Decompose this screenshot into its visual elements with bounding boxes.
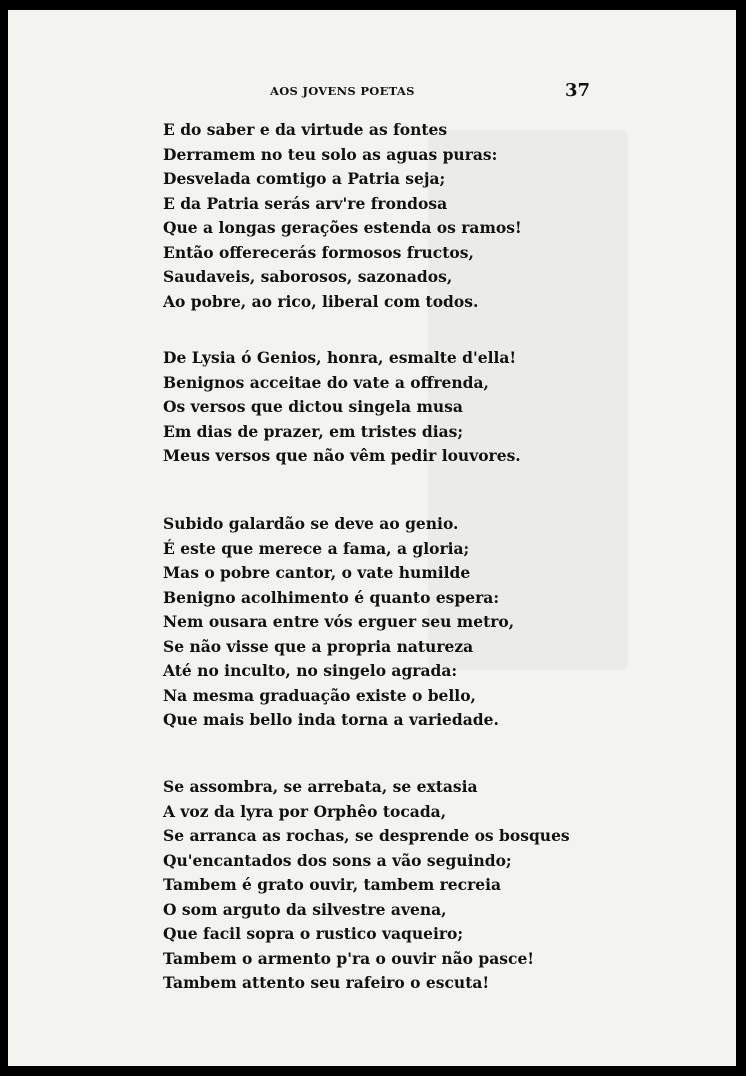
verse-line: Derramem no teu solo as aguas puras: <box>163 144 498 164</box>
verse-line: Que a longas gerações estenda os ramos! <box>163 218 522 237</box>
verse-line: Ao pobre, ao rico, liberal com todos. <box>163 291 479 311</box>
verse-line: De Lysia ó Genios, honra, esmalte d'ella! <box>163 348 517 367</box>
verse-line: Que facil sopra o rustico vaqueiro; <box>163 924 464 943</box>
verse-line: Meus versos que não vêm pedir louvores. <box>163 446 521 465</box>
stanza-4 <box>163 775 583 996</box>
verse-line: Tambem o armento p'ra o ouvir não pasce! <box>163 948 535 968</box>
verse-line: Mas o pobre cantor, o vate humilde <box>163 563 471 582</box>
verse-line: Então offerecerás formosos fructos, <box>163 242 474 262</box>
verse-line: O som arguto da silvestre avena, <box>163 899 447 919</box>
verse-line: Se arranca as rochas, se desprende os bosques <box>163 826 570 845</box>
verse-line: Os versos que dictou singela musa <box>163 397 463 416</box>
verse-line: E do saber e da virtude as fontes <box>163 120 448 139</box>
verse-line: Tambem é grato ouvir, tambem recreia <box>163 875 502 894</box>
running-title: AOS JOVENS POETAS <box>270 84 415 98</box>
verse-line: Na mesma graduação existe o bello, <box>163 685 476 705</box>
stanza-1 <box>163 118 583 314</box>
stanza-2 <box>163 346 583 469</box>
verse-line: E da Patria serás arv're frondosa <box>163 193 448 213</box>
verse-line: Benigno acolhimento é quanto espera: <box>163 587 500 607</box>
verse-line: Tambem attento seu rafeiro o escuta! <box>163 973 490 992</box>
verse-line: Se não visse que a propria natureza <box>163 636 474 656</box>
page-number: 37 <box>565 80 591 101</box>
page-header <box>8 80 736 104</box>
verse-line: Nem ousara entre vós erguer seu metro, <box>163 612 515 631</box>
verse-line: Qu'encantados dos sons a vão seguindo; <box>163 850 512 870</box>
verse-line: A voz da lyra por Orphêo tocada, <box>163 801 447 821</box>
verse-line: Benignos acceitae do vate a offrenda, <box>163 372 489 392</box>
verse-line: Subido galardão se deve ao genio. <box>163 514 459 533</box>
verse-line: É este que merece a fama, a gloria; <box>163 538 470 558</box>
verse-line: Em dias de prazer, em tristes dias; <box>163 421 464 441</box>
book-page <box>8 10 736 1066</box>
verse-line: Saudaveis, saborosos, sazonados, <box>163 267 453 286</box>
verse-line: Que mais bello inda torna a variedade. <box>163 710 499 729</box>
verse-line: Se assombra, se arrebata, se extasia <box>163 777 478 796</box>
verse-line: Até no inculto, no singelo agrada: <box>163 661 458 680</box>
stanza-3 <box>163 512 583 733</box>
verse-line: Desvelada comtigo a Patria seja; <box>163 169 446 188</box>
